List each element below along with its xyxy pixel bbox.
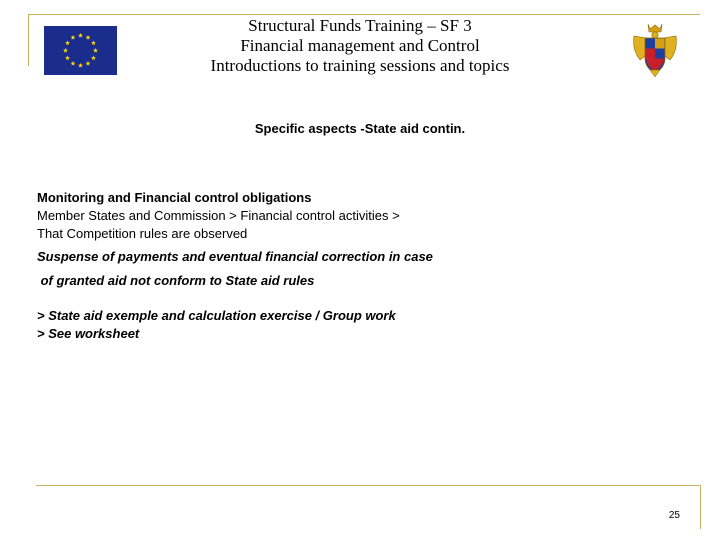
bullet-line-1: > State aid exemple and calculation exercise / Group work xyxy=(37,308,396,323)
title-line-1: Structural Funds Training – SF 3 xyxy=(248,16,472,35)
section-heading: Monitoring and Financial control obligations xyxy=(37,190,312,205)
italic-line-1: Suspense of payments and eventual financial correction in case xyxy=(37,249,433,264)
exercise-section xyxy=(37,307,396,343)
suspense-section xyxy=(37,248,433,266)
page-number: 25 xyxy=(668,510,680,521)
bullet-line-2: > See worksheet xyxy=(37,326,140,341)
title-line-3: Introductions to training sessions and topics xyxy=(210,56,510,75)
body-line-1: Member States and Commission > Financial control activities > xyxy=(37,208,400,223)
coat-of-arms-icon xyxy=(630,20,680,78)
italic-line-2: of granted aid not conform to State aid rules xyxy=(37,273,315,288)
title-line-2: Financial management and Control xyxy=(240,36,480,55)
page-title xyxy=(150,16,570,76)
eu-flag-icon xyxy=(44,26,117,75)
monitoring-section xyxy=(37,189,400,243)
frame-right-line xyxy=(700,485,701,529)
suspense-section-cont xyxy=(37,272,314,290)
frame-top-line xyxy=(28,14,700,15)
slide-subtitle: Specific aspects -State aid contin. xyxy=(254,121,466,136)
body-line-2: That Competition rules are observed xyxy=(37,226,248,241)
frame-left-line xyxy=(28,14,29,66)
frame-bottom-line xyxy=(36,485,700,486)
